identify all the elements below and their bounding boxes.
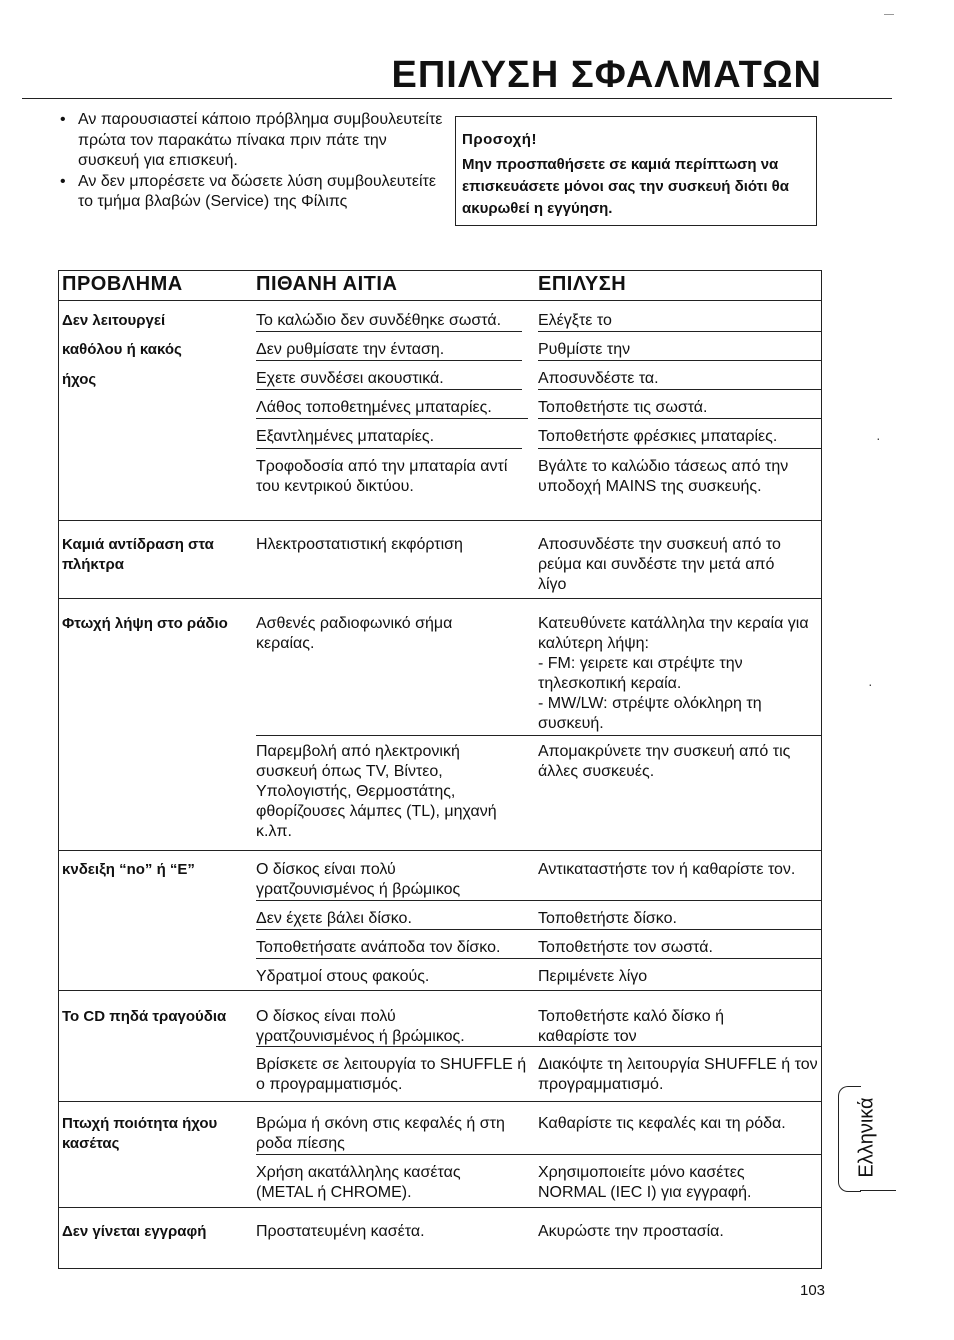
cause-cell: Δεν έχετε βάλει δίσκο. [256, 910, 412, 927]
margin-dot: · [876, 430, 881, 446]
problem-label: Πτωχή ποιότητα ήχου κασέτας [62, 1115, 218, 1152]
warning-box [455, 116, 817, 226]
title-rule [22, 98, 892, 99]
cause-cell: Το καλώδιο δεν συνδέθηκε σωστά. [256, 312, 502, 329]
intro-item: • Αν δεν μπορέσετε να δώσετε λύση συμβουλευτείτε το τμήμα βλαβών (Service) της Φίλιπς [60, 172, 445, 213]
row-rule [256, 1154, 822, 1155]
problem-label: κνδειξη “no” ή “E” [62, 861, 195, 878]
cause-cell: Εξαντλημένες μπαταρίες. [256, 428, 435, 445]
cause-cell: Ασθενές ραδιοφωνικό σήμα κεραίας. [256, 615, 453, 652]
solution-cell: Τοποθετήστε τις σωστά. [538, 399, 708, 416]
warning-title: Προσοχή! [462, 131, 537, 148]
solution-cell: Αποσυνδέστε τα. [538, 370, 659, 387]
solution-cell: Βγάλτε το καλώδιο τάσεως από την υποδοχή MAINS της συσκευής. [538, 458, 789, 495]
page-number: 103 [800, 1282, 826, 1299]
solution-cell: Αντικαταστήστε τον ή καθαρίστε τον. [538, 861, 796, 878]
cause-cell: Τοποθετήσατε ανάποδα τον δίσκο. [256, 939, 501, 956]
row-rule [538, 418, 822, 419]
corner-mark [884, 14, 894, 15]
cause-cell: Βρίσκετε σε λειτουργία το SHUFFLE ή ο προγραμματισμός. [256, 1056, 527, 1093]
cause-cell: Τροφοδοσία από την μπαταρία αντί του κεντρικού δικτύου. [256, 458, 508, 495]
tab-underline [860, 1190, 896, 1191]
solution-cell: Καθαρίστε τις κεφαλές και τη ρόδα. [538, 1115, 786, 1132]
row-rule [538, 389, 822, 390]
problem-label: Το CD πηδά τραγούδια [62, 1008, 227, 1025]
cause-cell: Χρήση ακατάλληλης κασέτας (METAL ή CHROME). [256, 1164, 461, 1201]
problem-label: ήχος [62, 371, 97, 388]
cause-cell: Λάθος τοποθετημένες μπαταρίες. [256, 399, 492, 416]
intro-item: • Αν παρουσιαστεί κάποιο πρόβλημα συμβουλευτείτε πρώτα τον παρακάτω πίνακα πριν πάτε την συσκευή για επισκευή. [60, 110, 445, 172]
row-rule [256, 389, 522, 390]
row-rule [58, 520, 822, 521]
problem-label: Δεν γίνεται εγγραφή [62, 1223, 207, 1240]
margin-dot: · [868, 676, 873, 692]
cause-cell: Βρώμα ή σκόνη στις κεφαλές ή στη ροδα πίεσης [256, 1115, 505, 1152]
cause-cell: Ο δίσκος είναι πολύ γρατζουνισμένος ή βρώμικος. [256, 1008, 465, 1045]
solution-cell: Χρησιμοποιείτε μόνο κασέτες NORMAL (IEC I) για εγγραφή. [538, 1164, 752, 1201]
row-rule [256, 900, 822, 901]
header-cause: ΠΙΘΑΝΗ ΑΙΤΙΑ [256, 273, 398, 295]
header-problem: ΠΡΟΒΛΗΜΑ [62, 273, 183, 295]
row-rule [538, 360, 822, 361]
row-rule [58, 850, 822, 851]
row-rule [58, 598, 822, 599]
row-rule [58, 1207, 822, 1208]
solution-cell: Αποσυνδέστε την συσκευή από το ρεύμα και συνδέστε την μετά από λίγο [538, 536, 781, 593]
language-tab [838, 1086, 896, 1194]
cause-cell: Προστατευμένη κασέτα. [256, 1223, 425, 1240]
row-rule [256, 418, 528, 419]
solution-cell: Απομακρύνετε την συσκευή από τις άλλες συσκευές. [538, 743, 791, 780]
row-rule [256, 929, 822, 930]
solution-cell: Τοποθετήστε τον σωστά. [538, 939, 713, 956]
solution-cell: Τοποθετήστε δίσκο. [538, 910, 677, 927]
row-rule [256, 735, 822, 736]
cause-cell: Παρεμβολή από ηλεκτρονική συσκευή όπως TV, Βίντεο, Υπολογιστής, Θερμοστάτης, φθορίζουσες λάμπες (TL), μηχανή κ.λπ. [256, 743, 497, 840]
cause-cell: Δεν ρυθμίσατε την ένταση. [256, 341, 445, 358]
cause-cell: Ηλεκτροστατιστική εκφόρτιση [256, 536, 463, 553]
solution-cell: Τοποθετήστε φρέσκιες μπαταρίες. [538, 428, 778, 445]
cause-cell: Εχετε συνδέσει ακουστικά. [256, 370, 444, 387]
row-rule [256, 958, 822, 959]
language-label: Ελληνικά [855, 1097, 878, 1178]
page-title: ΕΠΙΛΥΣΗ ΣΦΑΛΜΑΤΩΝ [391, 54, 822, 96]
row-rule [256, 448, 522, 449]
row-rule [256, 1046, 822, 1047]
header-rule [58, 300, 822, 301]
header-solution: ΕΠΙΛΥΣΗ [538, 273, 627, 295]
solution-cell: Κατευθύνετε κατάλληλα την κεραία για καλύτερη λήψη: - FM: γειρετε και στρέψτε την τηλεσκοπική κεραία. - MW/LW: στρέψτε ολόκληρη τη συσκευή. [538, 615, 809, 732]
row-rule [538, 448, 822, 449]
warning-body: Μην προσπαθήσετε σε καμιά περίπτωση να επισκευάσετε μόνοι σας την συσκευή διότι θα ακυρωθεί η εγγύηση. [462, 156, 789, 217]
row-rule [58, 1101, 822, 1102]
problem-label: Δεν λειτουργεί [62, 312, 166, 329]
row-rule [256, 331, 522, 332]
problem-label: καθόλου ή κακός [62, 341, 182, 358]
solution-cell: Ελέγξτε το [538, 312, 612, 329]
solution-cell: Τοποθετήστε καλό δίσκο ή καθαρίστε τον [538, 1008, 724, 1045]
problem-label: Καμιά αντίδραση στα πλήκτρα [62, 536, 214, 573]
row-rule [538, 331, 822, 332]
solution-cell: Διακόψτε τη λειτουργία SHUFFLE ή τον προγραμματισμό. [538, 1056, 818, 1093]
solution-cell: Ακυρώστε την προστασία. [538, 1223, 724, 1240]
row-rule [58, 990, 822, 991]
solution-cell: Περιμένετε λίγο [538, 968, 648, 985]
row-rule [256, 360, 522, 361]
intro-list [60, 110, 445, 213]
problem-label: Φτωχή λήψη στο ράδιο [62, 615, 228, 632]
cause-cell: Υδρατμοί στους φακούς. [256, 968, 430, 985]
cause-cell: Ο δίσκος είναι πολύ γρατζουνισμένος ή βρώμικος [256, 861, 461, 898]
solution-cell: Ρυθμίστε την [538, 341, 631, 358]
